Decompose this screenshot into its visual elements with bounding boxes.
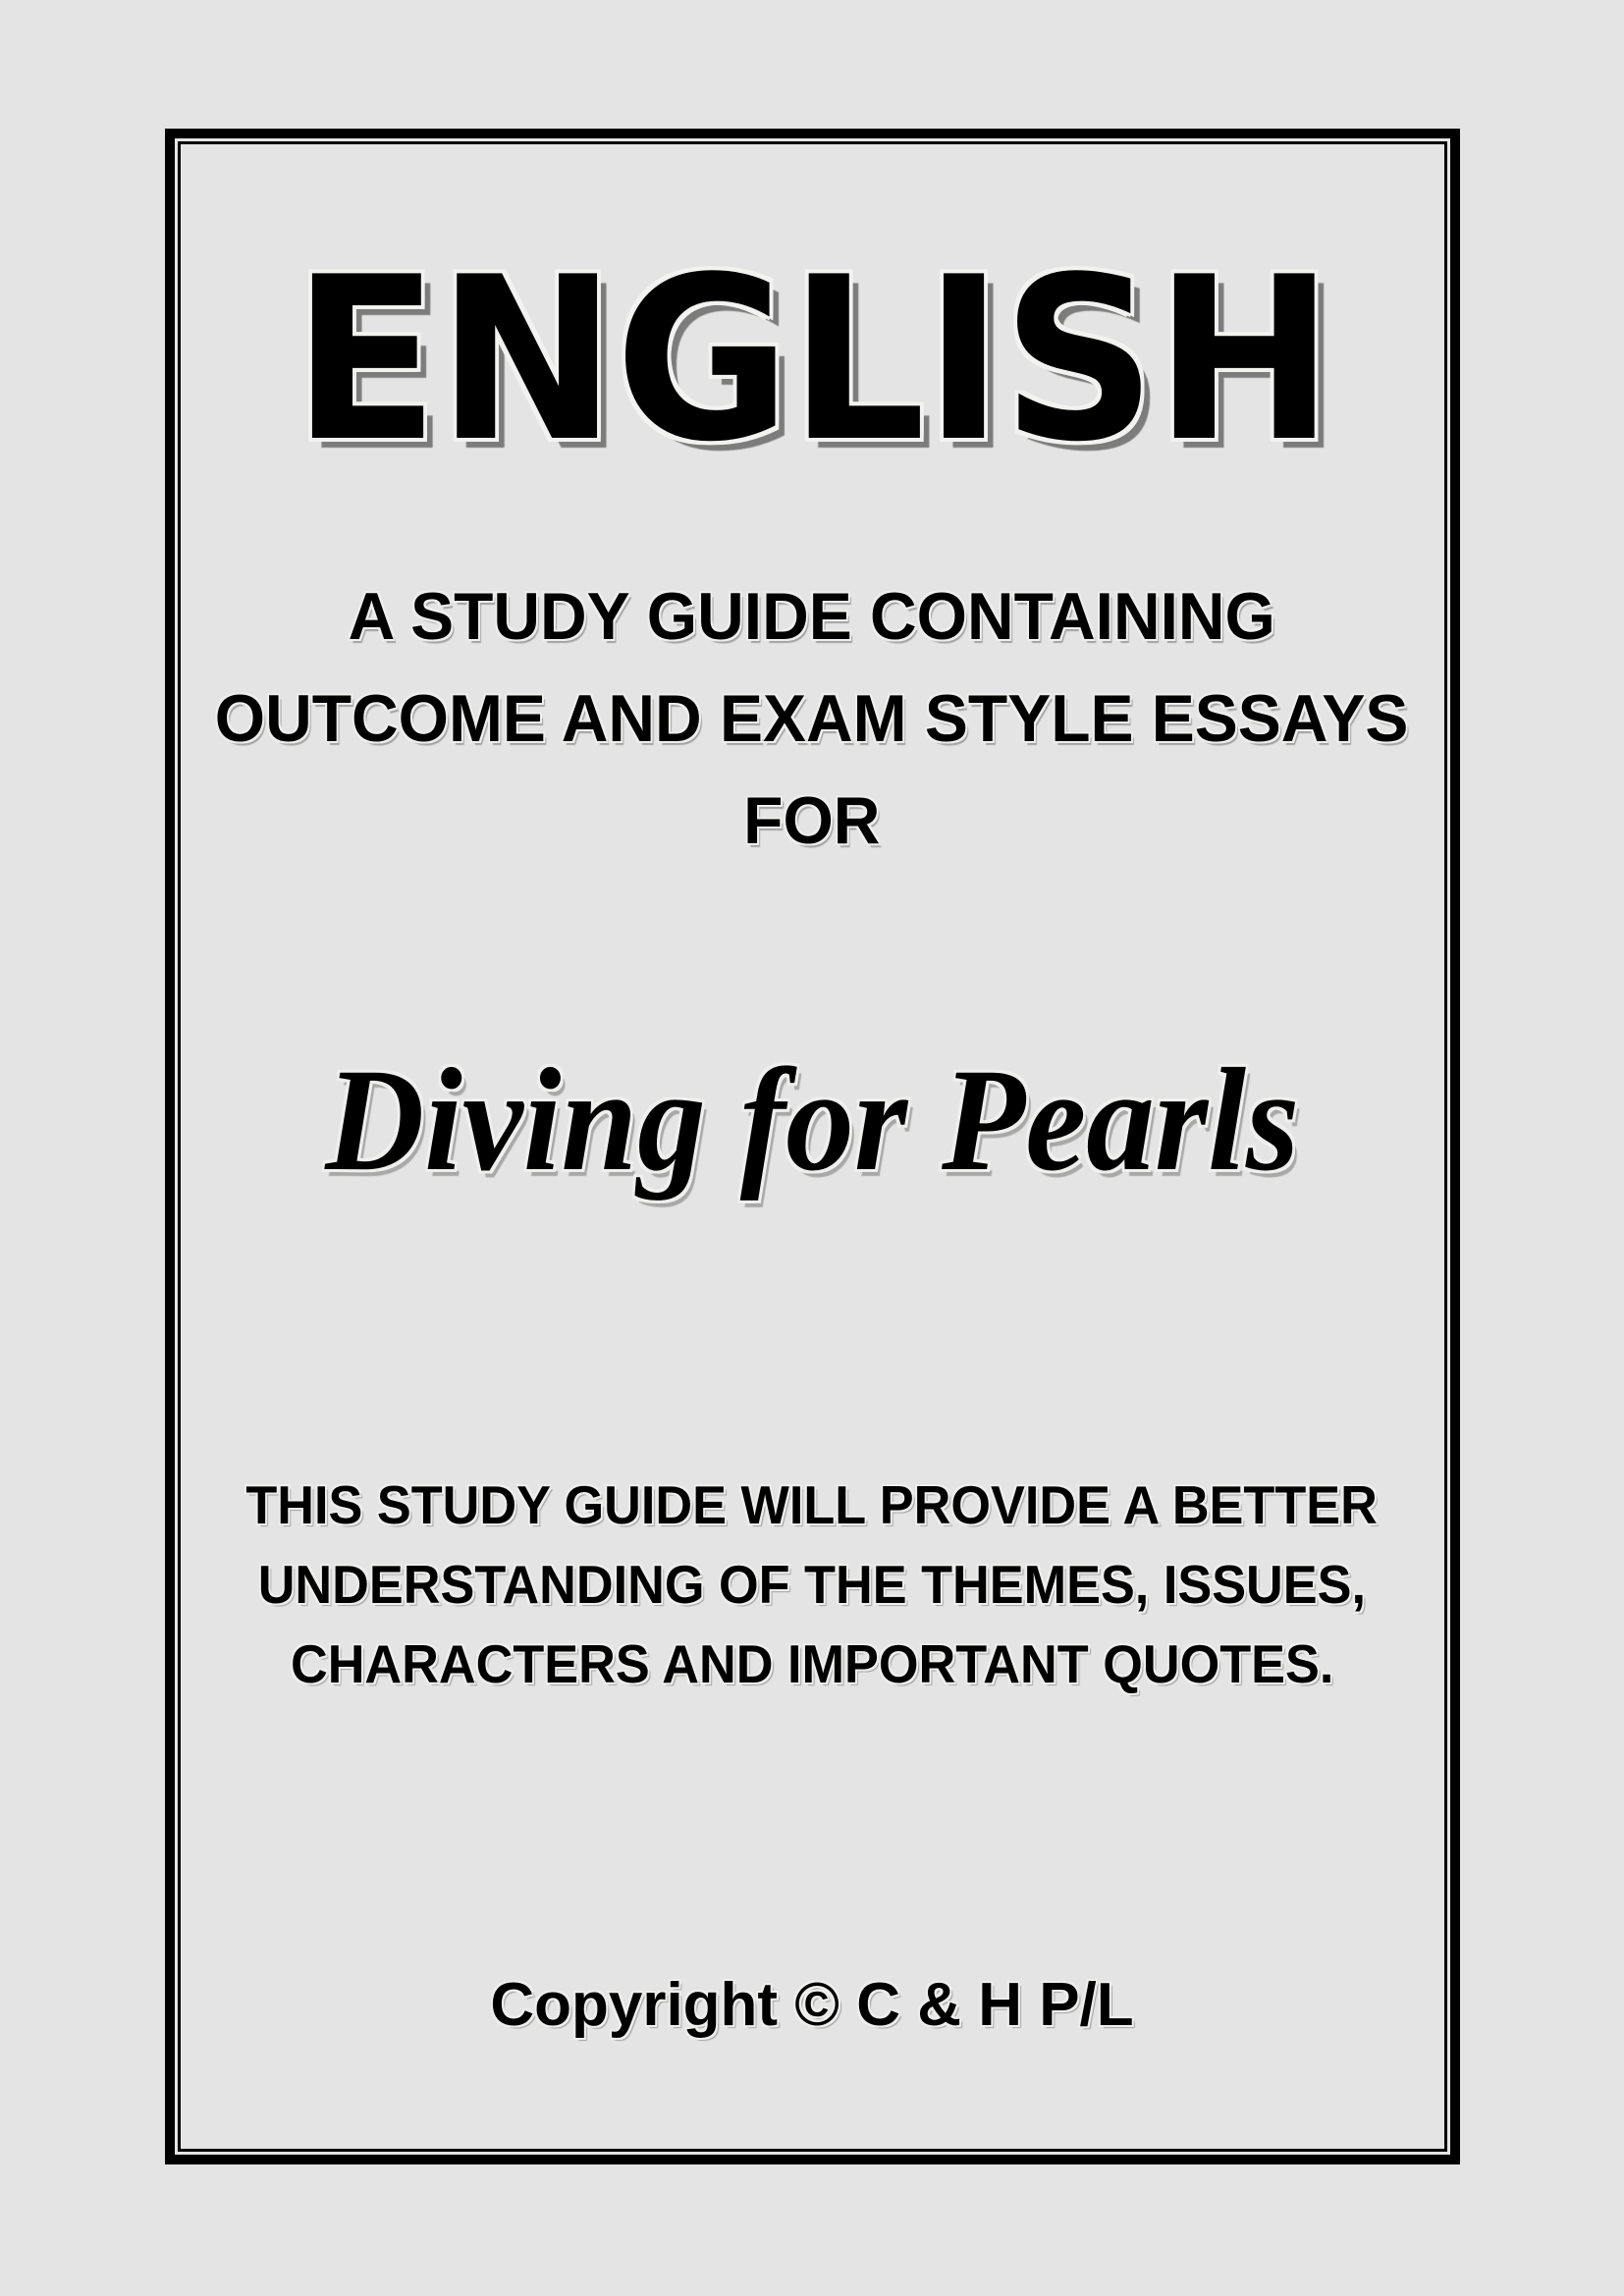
subtitle-line-3-text: FOR — [743, 783, 881, 858]
description-line — [0, 1545, 1624, 1625]
description-line — [0, 1625, 1624, 1704]
description-block — [0, 1466, 1624, 1704]
subtitle-line-2-text: OUTCOME AND EXAM STYLE ESSAYS — [215, 681, 1409, 756]
subtitle-line — [0, 770, 1624, 872]
subtitle-line-1-text: A STUDY GUIDE CONTAINING — [348, 579, 1276, 654]
description-line — [0, 1466, 1624, 1545]
description-line-1-text: THIS STUDY GUIDE WILL PROVIDE A BETTER — [245, 1474, 1379, 1535]
copyright-text: Copyright © C & H P/L — [490, 1971, 1134, 2039]
description-line-2-text: UNDERSTANDING OF THE THEMES, ISSUES, — [257, 1554, 1367, 1615]
copyright-line — [0, 1971, 1624, 2040]
book-title — [0, 1032, 1624, 1208]
subtitle-line — [0, 667, 1624, 770]
subtitle-line — [0, 565, 1624, 667]
book-title-text: Diving for Pearls — [325, 1039, 1299, 1201]
subtitle-block — [0, 565, 1624, 872]
subject-title — [0, 230, 1624, 492]
subject-title-text: ENGLISH — [292, 230, 1332, 492]
description-line-3-text: CHARACTERS AND IMPORTANT QUOTES. — [290, 1633, 1334, 1694]
